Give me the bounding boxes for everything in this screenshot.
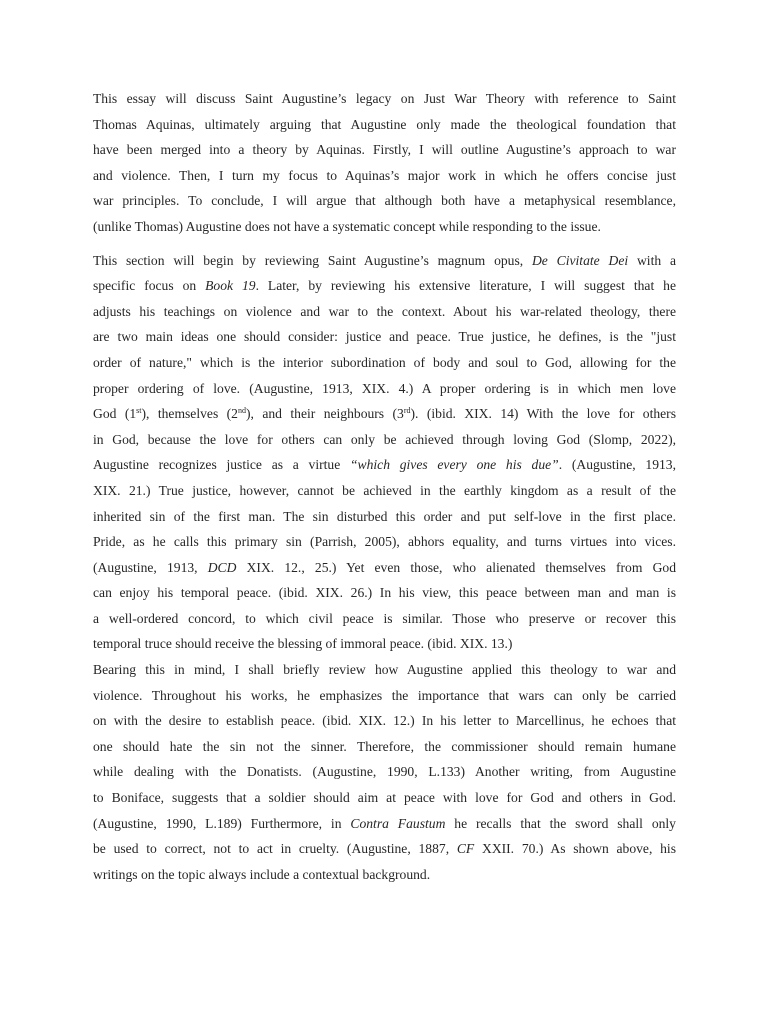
text-segment: ). (ibid. XIX. 14) With the love for others <box>410 406 676 422</box>
text-line <box>93 836 676 862</box>
text-line: are two main ideas one should consider: justice and peace. True justice, he defines, is the "just <box>93 329 676 345</box>
text-line <box>93 452 676 478</box>
text-line: and violence. Then, I turn my focus to Aquinas’s major work in which he offers concise just <box>93 167 676 183</box>
text-line: while dealing with the Donatists. (Augustine, 1990, L.133) Another writing, from Augustine <box>93 764 676 780</box>
text-segment: XXII. 70.) As shown above, his <box>474 841 676 857</box>
text-segment: God (1 <box>93 406 137 422</box>
text-line: inherited sin of the first man. The sin disturbed this order and put self-love in the first place. <box>93 508 676 524</box>
text-line: This essay will discuss Saint Augustine’s legacy on Just War Theory with reference to Saint <box>93 91 676 106</box>
text-line: one should hate the sin not the sinner. Therefore, the commissioner should remain humane <box>93 738 676 754</box>
text-line: proper ordering of love. (Augustine, 1913, XIX. 4.) A proper ordering is in which men love <box>93 380 676 396</box>
document-page <box>93 86 676 887</box>
text-segment: (Augustine, 1913, <box>93 559 208 575</box>
text-segment: he recalls that the sword shall only <box>445 815 676 831</box>
text-segment: with a <box>628 252 677 268</box>
italic-abbreviation: CF <box>456 841 475 857</box>
text-line: (unlike Thomas) Augustine does not have a systematic concept while responding to the issue. <box>93 218 601 234</box>
paragraph-augustine-theology <box>93 248 676 658</box>
text-line: Bearing this in mind, I shall briefly review how Augustine applied this theology to war and <box>93 662 676 678</box>
text-line: writings on the topic always include a contextual background. <box>93 866 431 882</box>
text-segment: (Augustine, 1990, L.189) Furthermore, in <box>93 815 351 831</box>
text-line <box>93 248 676 274</box>
italic-abbreviation: DCD <box>207 559 237 575</box>
text-segment: ), themselves (2 <box>141 406 238 422</box>
text-line: have been merged into a theory by Aquinas. Firstly, I will outline Augustine’s approach to war <box>93 142 676 158</box>
text-line: violence. Throughout his works, he emphasizes the importance that wars can only be carried <box>93 687 676 703</box>
italic-quote: “which gives every one his due” <box>349 457 559 473</box>
italic-title: Contra Faustum <box>350 815 446 831</box>
text-line: in God, because the love for others can only be achieved through loving God (Slomp, 2022), <box>93 431 676 447</box>
italic-title: Book 19 <box>205 278 256 294</box>
text-line: temporal truce should receive the blessing of immoral peace. (ibid. XIX. 13.) <box>93 636 513 652</box>
text-line: on with the desire to establish peace. (ibid. XIX. 12.) In his letter to Marcellinus, he echoes that <box>93 713 676 729</box>
text-segment: Augustine recognizes justice as a virtue <box>93 457 350 473</box>
text-segment: XIX. 12., 25.) Yet even those, who alienated themselves from God <box>236 559 676 575</box>
text-line: adjusts his teachings on violence and war to the context. About his war-related theology, there <box>93 303 676 319</box>
text-line <box>93 401 676 427</box>
text-segment: specific focus on <box>93 278 206 294</box>
text-segment: . Later, by reviewing his extensive literature, I will suggest that he <box>255 278 676 294</box>
text-segment: ), and their neighbours (3 <box>245 406 404 422</box>
text-segment: be used to correct, not to act in cruelty. (Augustine, 1887, <box>93 841 457 857</box>
text-line: Pride, as he calls this primary sin (Parrish, 2005), abhors equality, and turns virtues into vices. <box>93 534 676 550</box>
text-line <box>93 811 676 837</box>
paragraph-introduction <box>93 86 676 240</box>
text-line: can enjoy his temporal peace. (ibid. XIX. 26.) In his view, this peace between man and man is <box>93 585 676 601</box>
text-line <box>93 555 676 581</box>
text-line: Thomas Aquinas, ultimately arguing that Augustine only made the theological foundation that <box>93 116 676 132</box>
paragraph-war-and-violence <box>93 657 676 887</box>
text-line: to Boniface, suggests that a soldier should aim at peace with love for God and others in God. <box>93 790 676 806</box>
ordinal-superscript: st <box>136 406 142 416</box>
text-line: order of nature," which is the interior subordination of body and soul to God, allowing for the <box>93 354 676 370</box>
text-segment: This section will begin by reviewing Saint Augustine’s magnum opus, <box>93 252 532 268</box>
ordinal-superscript: rd <box>403 406 411 416</box>
text-line: XIX. 21.) True justice, however, cannot be achieved in the earthly kingdom as a result of the <box>93 482 676 498</box>
italic-title: De Civitate Dei <box>531 252 629 268</box>
text-segment: . (Augustine, 1913, <box>558 457 676 473</box>
text-line: war principles. To conclude, I will argue that although both have a metaphysical resemblance, <box>93 193 676 209</box>
text-line: a well-ordered concord, to which civil peace is similar. Those who preserve or recover this <box>93 610 676 626</box>
ordinal-superscript: nd <box>237 406 246 416</box>
text-line <box>93 273 676 299</box>
